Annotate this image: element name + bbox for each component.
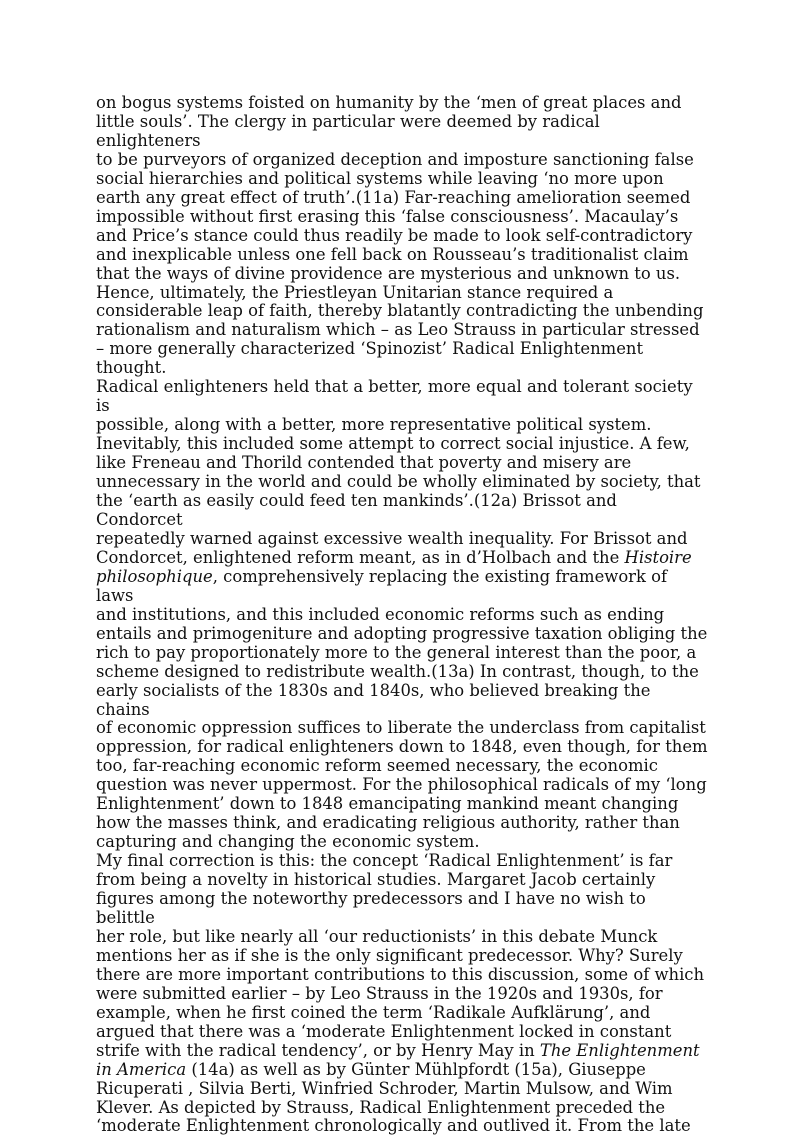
paragraph-2 — [96, 378, 708, 852]
paragraph-1-text: on bogus systems foisted on humanity by the ‘men of great places and little souls’. The clergy in particular were deemed by radical enlighteners to be purveyors of organized deception and imposture sanctioning false social hierarchies and political systems while leaving ‘no more upon earth any great effect of truth’.(11a) Far-reaching amelioration seemed impossible without first erasing this ‘false consciousness’. Macaulay’s and Price’s stance could thus readily be made to look self-contradictory and inexplicable unless one fell back on Rousseau’s traditionalist claim that the ways of divine providence are mysterious and unknown to us. Hence, ultimately, the Priestleyan Unitarian stance required a considerable leap of faith, thereby blatantly contradicting the unbending rationalism and naturalism which – as Leo Strauss in particular stressed – more generally characterized ‘Spinozist’ Radical Enlightenment thought. — [96, 93, 704, 378]
paragraph-3-text-end: (14a) as well as by Günter Mühlpfordt (15a), Giuseppe Ricuperati , Silvia Berti, Winfried Schroder, Martin Mulsow, and Wim Klever. As depicted by Strauss, Radical Enlightenment preceded the ‘moderate Enlightenment chronologically and outlived it. From the late — [96, 1059, 691, 1136]
paragraph-1 — [96, 94, 708, 378]
paragraph-2-text-end: , comprehensively replacing the existing framework of laws and institutions, and this included economic reforms such as ending entails and primogeniture and adopting progressive taxation obliging the rich to pay proportionately more to the general interest than the poor, a scheme designed to redistribute wealth.(13a) In contrast, though, to the early socialists of the 1830s and 1840s, who believed breaking the chains of economic oppression suffices to liberate the underclass from capitalist oppression, for radical enlighteners down to 1848, even though, for them too, far-reaching economic reform seemed necessary, the economic question was never uppermost. For the philosophical radicals of my ‘long Enlightenment’ down to 1848 emancipating mankind meant changing how the masses think, and eradicating religious authority, rather than capturing and changing the economic system. — [96, 566, 708, 852]
paragraph-3-italic-title: The Enlightenment in America — [96, 1040, 700, 1079]
paragraph-2-text-start: Radical enlighteners held that a better, more equal and tolerant society is possible, along with a better, more representative political system. Inevitably, this included some attempt to correct social injustice. A few, like Freneau and Thorild contended that poverty and misery are unnecessary in the world and could be wholly eliminated by society, that the ‘earth as easily could feed ten mankinds’.(12a) Brissot and Condorcet repeatedly warned against excessive wealth inequality. For Brissot and Condorcet, enlightened reform meant, as in d’Holbach and the — [96, 377, 701, 567]
paragraph-3-text-start: My final correction is this: the concept ‘Radical Enlightenment’ is far from being a novelty in historical studies. Margaret Jacob certainly figures among the noteworthy predecessors and I have no wish to belittle her role, but like nearly all ‘our reductionists’ in this debate Munck mentions her as if she is the only significant predecessor. Why? Surely there are more important contributions to this discussion, some of which were submitted earlier – by Leo Strauss in the 1920s and 1930s, for example, when he first coined the term ‘Radikale Aufklärung’, and argued that there was a ‘moderate Enlightenment locked in constant strife with the radical tendency’, or by Henry May in — [96, 851, 705, 1060]
paragraph-3 — [96, 852, 708, 1136]
paragraph-2-italic-title: Histoire philosophique — [96, 547, 692, 586]
document-page — [96, 94, 708, 1136]
